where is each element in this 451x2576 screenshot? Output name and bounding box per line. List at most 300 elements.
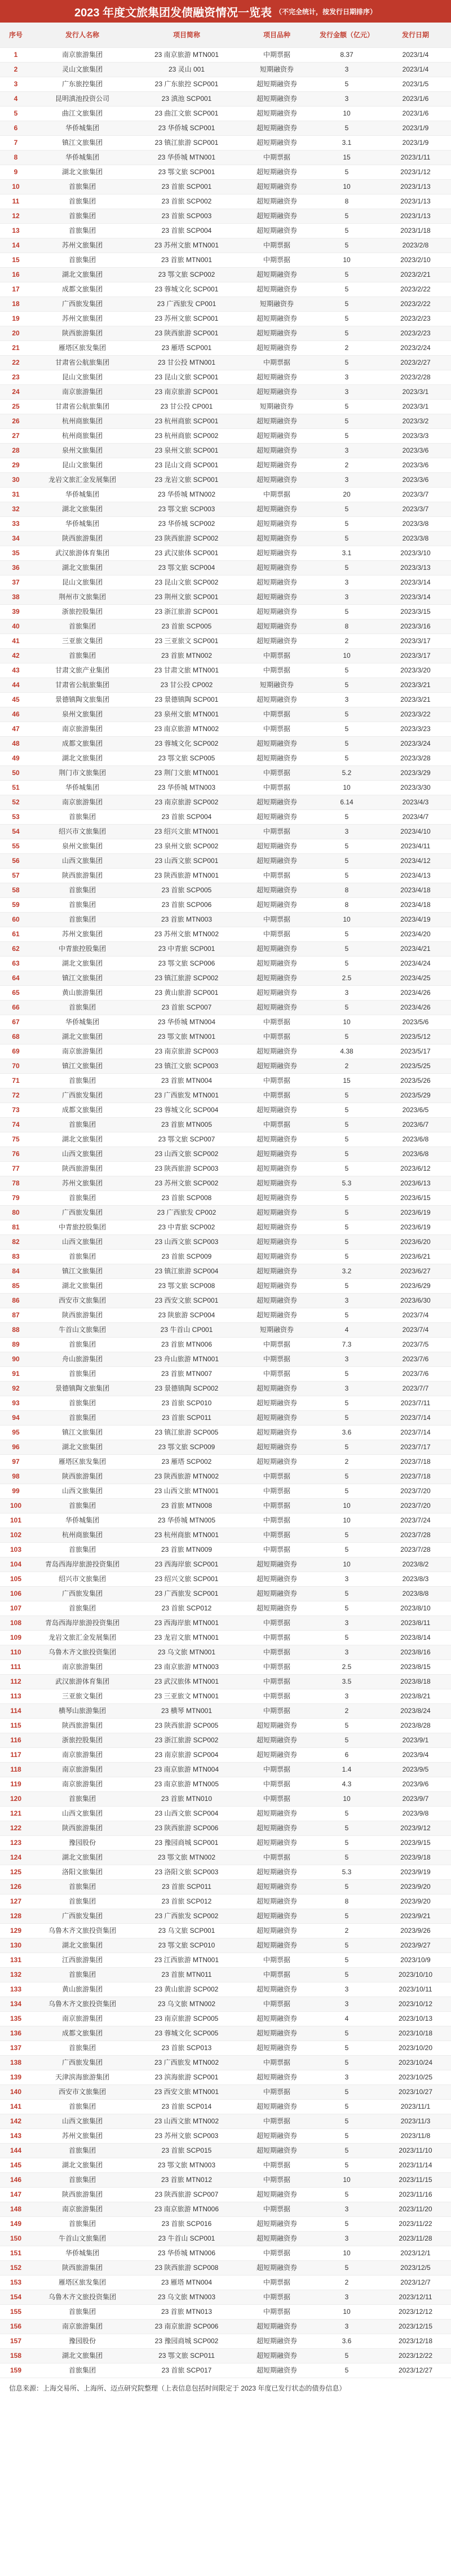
table-row bbox=[0, 1601, 451, 1616]
date-cell: 2023/12/5 bbox=[380, 2261, 451, 2276]
amount-cell: 3 bbox=[313, 63, 380, 77]
amount-cell: 5 bbox=[313, 1880, 380, 1895]
date-cell: 2023/11/22 bbox=[380, 2217, 451, 2232]
project-cell: 23 华侨城 MTN001 bbox=[133, 151, 240, 165]
row-index: 148 bbox=[0, 2202, 32, 2217]
type-cell: 中期票据 bbox=[240, 253, 313, 268]
amount-cell: 5 bbox=[313, 2026, 380, 2041]
project-cell: 23 首旅 SCP015 bbox=[133, 2144, 240, 2158]
type-cell: 超短期融资券 bbox=[240, 1924, 313, 1938]
table-row bbox=[0, 473, 451, 488]
amount-cell: 3 bbox=[313, 576, 380, 590]
table-row bbox=[0, 634, 451, 649]
table-row bbox=[0, 400, 451, 414]
project-cell: 23 滇池 SCP001 bbox=[133, 92, 240, 107]
table-row bbox=[0, 1308, 451, 1323]
project-cell: 23 乌文旅 SCP001 bbox=[133, 1924, 240, 1938]
issuer-cell: 陕西旅游集团 bbox=[32, 1470, 133, 1484]
type-cell: 超短期融资券 bbox=[240, 1938, 313, 1953]
issuer-cell: 西安市文旅集团 bbox=[32, 1294, 133, 1308]
row-index: 144 bbox=[0, 2144, 32, 2158]
date-cell: 2023/4/21 bbox=[380, 942, 451, 957]
amount-cell: 5 bbox=[313, 2217, 380, 2232]
type-cell: 超短期融资券 bbox=[240, 341, 313, 356]
project-cell: 23 龙岩文旅 SCP001 bbox=[133, 473, 240, 488]
issuer-cell: 南京旅游集团 bbox=[32, 1748, 133, 1763]
type-cell: 中期票据 bbox=[240, 2305, 313, 2320]
issuer-cell: 首旅集团 bbox=[32, 1880, 133, 1895]
type-cell: 超短期融资券 bbox=[240, 2070, 313, 2085]
row-index: 48 bbox=[0, 737, 32, 751]
table-row bbox=[0, 107, 451, 121]
issuer-cell: 湖北文旅集团 bbox=[32, 1132, 133, 1147]
type-cell: 超短期融资券 bbox=[240, 1206, 313, 1220]
issuer-cell: 洛阳文旅集团 bbox=[32, 1865, 133, 1880]
amount-cell: 10 bbox=[313, 1513, 380, 1528]
issuer-cell: 广西旅发集团 bbox=[32, 1587, 133, 1601]
date-cell: 2023/7/6 bbox=[380, 1352, 451, 1367]
issuer-cell: 首旅集团 bbox=[32, 2305, 133, 2320]
issuer-cell: 山西文旅集团 bbox=[32, 1147, 133, 1162]
row-index: 141 bbox=[0, 2100, 32, 2114]
date-cell: 2023/10/27 bbox=[380, 2085, 451, 2100]
issuer-cell: 华侨城集团 bbox=[32, 1015, 133, 1030]
type-cell: 超短期融资券 bbox=[240, 1440, 313, 1455]
project-cell: 23 昆山文商 SCP001 bbox=[133, 458, 240, 473]
type-cell: 超短期融资券 bbox=[240, 1748, 313, 1763]
type-cell: 超短期融资券 bbox=[240, 1103, 313, 1118]
row-index: 60 bbox=[0, 913, 32, 927]
type-cell: 超短期融资券 bbox=[240, 1235, 313, 1250]
date-cell: 2023/1/4 bbox=[380, 63, 451, 77]
row-index: 68 bbox=[0, 1030, 32, 1044]
amount-cell: 5 bbox=[313, 282, 380, 297]
date-cell: 2023/7/4 bbox=[380, 1308, 451, 1323]
date-cell: 2023/8/28 bbox=[380, 1719, 451, 1733]
issuer-cell: 南京旅游集团 bbox=[32, 722, 133, 737]
amount-cell: 5 bbox=[313, 927, 380, 942]
amount-cell: 3 bbox=[313, 1572, 380, 1587]
date-cell: 2023/9/4 bbox=[380, 1748, 451, 1763]
amount-cell: 5 bbox=[313, 1968, 380, 1982]
table-row bbox=[0, 1528, 451, 1543]
table-row bbox=[0, 268, 451, 282]
date-cell: 2023/7/14 bbox=[380, 1411, 451, 1426]
table-row bbox=[0, 238, 451, 253]
table-row bbox=[0, 1015, 451, 1030]
issuer-cell: 中青旅控股集团 bbox=[32, 942, 133, 957]
project-cell: 23 鄂文旅 MTN003 bbox=[133, 2158, 240, 2173]
project-cell: 23 广西旅发 CP001 bbox=[133, 297, 240, 312]
project-cell: 23 南京旅游 MTN002 bbox=[133, 722, 240, 737]
project-cell: 23 绍兴文旅 SCP001 bbox=[133, 1572, 240, 1587]
issuer-cell: 山西文旅集团 bbox=[32, 2114, 133, 2129]
type-cell: 超短期融资券 bbox=[240, 444, 313, 458]
issuer-cell: 广西旅发集团 bbox=[32, 1206, 133, 1220]
date-cell: 2023/6/29 bbox=[380, 1279, 451, 1294]
project-cell: 23 鄂文旅 SCP003 bbox=[133, 502, 240, 517]
date-cell: 2023/5/25 bbox=[380, 1059, 451, 1074]
date-cell: 2023/8/10 bbox=[380, 1601, 451, 1616]
type-cell: 超短期融资券 bbox=[240, 282, 313, 297]
issuer-cell: 牛首山文旅集团 bbox=[32, 1323, 133, 1338]
row-index: 56 bbox=[0, 854, 32, 869]
row-index: 38 bbox=[0, 590, 32, 605]
type-cell: 中期票据 bbox=[240, 2056, 313, 2070]
table-row bbox=[0, 986, 451, 1001]
table-row bbox=[0, 649, 451, 663]
project-cell: 23 陕西旅游 SCP002 bbox=[133, 532, 240, 546]
row-index: 17 bbox=[0, 282, 32, 297]
table-row bbox=[0, 1484, 451, 1499]
header-issuer: 发行人名称 bbox=[32, 23, 133, 48]
issuer-cell: 陕西旅游集团 bbox=[32, 532, 133, 546]
amount-cell: 5 bbox=[313, 1836, 380, 1851]
type-cell: 短期融资券 bbox=[240, 297, 313, 312]
type-cell: 短期融资券 bbox=[240, 678, 313, 693]
project-cell: 23 景德镇陶 SCP001 bbox=[133, 693, 240, 707]
type-cell: 超短期融资券 bbox=[240, 605, 313, 619]
type-cell: 超短期融资券 bbox=[240, 2144, 313, 2158]
amount-cell: 5.3 bbox=[313, 1865, 380, 1880]
amount-cell: 5 bbox=[313, 2261, 380, 2276]
date-cell: 2023/2/23 bbox=[380, 326, 451, 341]
type-cell: 超短期融资券 bbox=[240, 1426, 313, 1440]
project-cell: 23 首旅 SCP010 bbox=[133, 1396, 240, 1411]
date-cell: 2023/12/18 bbox=[380, 2334, 451, 2349]
date-cell: 2023/1/4 bbox=[380, 48, 451, 63]
type-cell: 超短期融资券 bbox=[240, 1909, 313, 1924]
row-index: 2 bbox=[0, 63, 32, 77]
project-cell: 23 陕西旅游 MTN001 bbox=[133, 869, 240, 883]
row-index: 23 bbox=[0, 370, 32, 385]
table-row bbox=[0, 151, 451, 165]
amount-cell: 5 bbox=[313, 1147, 380, 1162]
row-index: 30 bbox=[0, 473, 32, 488]
table-row bbox=[0, 1044, 451, 1059]
project-cell: 23 首旅 SCP017 bbox=[133, 2363, 240, 2378]
amount-cell: 8 bbox=[313, 1895, 380, 1909]
table-row bbox=[0, 913, 451, 927]
type-cell: 超短期融资券 bbox=[240, 385, 313, 400]
table-row bbox=[0, 414, 451, 429]
type-cell: 中期票据 bbox=[240, 1528, 313, 1543]
issuer-cell: 陕西旅游集团 bbox=[32, 1162, 133, 1176]
table-row bbox=[0, 2085, 451, 2100]
date-cell: 2023/8/21 bbox=[380, 1689, 451, 1704]
date-cell: 2023/7/5 bbox=[380, 1338, 451, 1352]
date-cell: 2023/10/10 bbox=[380, 1968, 451, 1982]
project-cell: 23 首旅 SCP007 bbox=[133, 1001, 240, 1015]
issuer-cell: 陕西旅游集团 bbox=[32, 1719, 133, 1733]
project-cell: 23 陕西旅游 SCP008 bbox=[133, 2261, 240, 2276]
date-cell: 2023/2/28 bbox=[380, 370, 451, 385]
issuer-cell: 首旅集团 bbox=[32, 1191, 133, 1206]
date-cell: 2023/6/7 bbox=[380, 1118, 451, 1132]
row-index: 108 bbox=[0, 1616, 32, 1631]
row-index: 5 bbox=[0, 107, 32, 121]
date-cell: 2023/9/12 bbox=[380, 1821, 451, 1836]
table-row bbox=[0, 1382, 451, 1396]
amount-cell: 10 bbox=[313, 2173, 380, 2188]
table-row bbox=[0, 1411, 451, 1426]
table-row bbox=[0, 707, 451, 722]
row-index: 128 bbox=[0, 1909, 32, 1924]
amount-cell: 5 bbox=[313, 1250, 380, 1264]
project-cell: 23 首旅 SCP009 bbox=[133, 1250, 240, 1264]
project-cell: 23 黄山旅游 SCP002 bbox=[133, 1982, 240, 1997]
row-index: 135 bbox=[0, 2012, 32, 2026]
project-cell: 23 泉州文旅 MTN001 bbox=[133, 707, 240, 722]
issuer-cell: 首旅集团 bbox=[32, 1367, 133, 1382]
issuer-cell: 镇江文旅集团 bbox=[32, 136, 133, 151]
date-cell: 2023/2/22 bbox=[380, 282, 451, 297]
row-index: 155 bbox=[0, 2305, 32, 2320]
amount-cell: 10 bbox=[313, 913, 380, 927]
issuer-cell: 昆山文旅集团 bbox=[32, 576, 133, 590]
project-cell: 23 广东旅控 SCP001 bbox=[133, 77, 240, 92]
row-index: 132 bbox=[0, 1968, 32, 1982]
amount-cell: 3 bbox=[313, 590, 380, 605]
type-cell: 超短期融资券 bbox=[240, 1191, 313, 1206]
project-cell: 23 首旅 SCP008 bbox=[133, 1191, 240, 1206]
project-cell: 23 泉州文旅 SCP001 bbox=[133, 444, 240, 458]
date-cell: 2023/4/26 bbox=[380, 1001, 451, 1015]
type-cell: 超短期融资券 bbox=[240, 2232, 313, 2246]
issuer-cell: 首旅集团 bbox=[32, 649, 133, 663]
table-row bbox=[0, 1162, 451, 1176]
project-cell: 23 山西文旅 SCP002 bbox=[133, 1147, 240, 1162]
table-row bbox=[0, 121, 451, 136]
date-cell: 2023/8/15 bbox=[380, 1660, 451, 1675]
date-cell: 2023/11/10 bbox=[380, 2144, 451, 2158]
amount-cell: 10 bbox=[313, 1557, 380, 1572]
amount-cell: 3 bbox=[313, 986, 380, 1001]
table-row bbox=[0, 781, 451, 795]
row-index: 122 bbox=[0, 1821, 32, 1836]
date-cell: 2023/3/6 bbox=[380, 444, 451, 458]
project-cell: 23 浙江旅游 SCP002 bbox=[133, 1733, 240, 1748]
amount-cell: 5 bbox=[313, 224, 380, 238]
project-cell: 23 鄂文旅 SCP004 bbox=[133, 561, 240, 576]
date-cell: 2023/7/24 bbox=[380, 1513, 451, 1528]
table-row bbox=[0, 2305, 451, 2320]
type-cell: 中期票据 bbox=[240, 1660, 313, 1675]
date-cell: 2023/6/8 bbox=[380, 1132, 451, 1147]
row-index: 156 bbox=[0, 2320, 32, 2334]
table-row bbox=[0, 1440, 451, 1455]
type-cell: 中期票据 bbox=[240, 1088, 313, 1103]
project-cell: 23 山西文旅 SCP001 bbox=[133, 854, 240, 869]
table-row bbox=[0, 1264, 451, 1279]
amount-cell: 15 bbox=[313, 151, 380, 165]
project-cell: 23 首旅 MTN010 bbox=[133, 1792, 240, 1807]
amount-cell: 2 bbox=[313, 1455, 380, 1470]
row-index: 3 bbox=[0, 77, 32, 92]
type-cell: 超短期融资券 bbox=[240, 414, 313, 429]
date-cell: 2023/12/15 bbox=[380, 2320, 451, 2334]
type-cell: 超短期融资券 bbox=[240, 1982, 313, 1997]
project-cell: 23 鄂文旅 SCP007 bbox=[133, 1132, 240, 1147]
bond-table bbox=[0, 23, 451, 2378]
project-cell: 23 景德镇陶 SCP002 bbox=[133, 1382, 240, 1396]
row-index: 158 bbox=[0, 2349, 32, 2363]
table-row bbox=[0, 2217, 451, 2232]
project-cell: 23 江西旅游 MTN001 bbox=[133, 1953, 240, 1968]
row-index: 13 bbox=[0, 224, 32, 238]
date-cell: 2023/8/2 bbox=[380, 1557, 451, 1572]
table-row bbox=[0, 297, 451, 312]
table-row bbox=[0, 605, 451, 619]
issuer-cell: 雁塔区旅发集团 bbox=[32, 2276, 133, 2290]
project-cell: 23 首旅 SCP002 bbox=[133, 194, 240, 209]
project-cell: 23 西海岸旅 SCP001 bbox=[133, 1557, 240, 1572]
row-index: 129 bbox=[0, 1924, 32, 1938]
table-row bbox=[0, 2261, 451, 2276]
project-cell: 23 杭州商旅 MTN001 bbox=[133, 1528, 240, 1543]
table-row bbox=[0, 1851, 451, 1865]
date-cell: 2023/12/11 bbox=[380, 2290, 451, 2305]
issuer-cell: 首旅集团 bbox=[32, 1411, 133, 1426]
row-index: 39 bbox=[0, 605, 32, 619]
row-index: 31 bbox=[0, 488, 32, 502]
row-index: 20 bbox=[0, 326, 32, 341]
type-cell: 中期票据 bbox=[240, 1777, 313, 1792]
row-index: 66 bbox=[0, 1001, 32, 1015]
row-index: 77 bbox=[0, 1162, 32, 1176]
row-index: 29 bbox=[0, 458, 32, 473]
date-cell: 2023/1/6 bbox=[380, 107, 451, 121]
row-index: 137 bbox=[0, 2041, 32, 2056]
row-index: 10 bbox=[0, 180, 32, 194]
project-cell: 23 广西旅发 MTN002 bbox=[133, 2056, 240, 2070]
date-cell: 2023/6/19 bbox=[380, 1220, 451, 1235]
type-cell: 超短期融资券 bbox=[240, 92, 313, 107]
issuer-cell: 杭州商旅集团 bbox=[32, 414, 133, 429]
table-row bbox=[0, 1220, 451, 1235]
issuer-cell: 陕西旅游集团 bbox=[32, 326, 133, 341]
amount-cell: 5.3 bbox=[313, 1176, 380, 1191]
table-row bbox=[0, 1865, 451, 1880]
issuer-cell: 湖北文旅集团 bbox=[32, 502, 133, 517]
date-cell: 2023/9/15 bbox=[380, 1836, 451, 1851]
type-cell: 超短期融资券 bbox=[240, 1294, 313, 1308]
row-index: 99 bbox=[0, 1484, 32, 1499]
table-row bbox=[0, 1250, 451, 1264]
type-cell: 中期票据 bbox=[240, 1352, 313, 1367]
amount-cell: 2 bbox=[313, 341, 380, 356]
issuer-cell: 泉州文旅集团 bbox=[32, 707, 133, 722]
issuer-cell: 首旅集团 bbox=[32, 913, 133, 927]
issuer-cell: 首旅集团 bbox=[32, 180, 133, 194]
row-index: 140 bbox=[0, 2085, 32, 2100]
project-cell: 23 蓉城文化 SCP004 bbox=[133, 1103, 240, 1118]
project-cell: 23 昆山文旅 SCP002 bbox=[133, 576, 240, 590]
row-index: 6 bbox=[0, 121, 32, 136]
table-row bbox=[0, 1807, 451, 1821]
date-cell: 2023/5/12 bbox=[380, 1030, 451, 1044]
project-cell: 23 杭州商旅 SCP001 bbox=[133, 414, 240, 429]
table-row bbox=[0, 1909, 451, 1924]
date-cell: 2023/3/21 bbox=[380, 678, 451, 693]
table-row bbox=[0, 1352, 451, 1367]
date-cell: 2023/8/14 bbox=[380, 1631, 451, 1645]
type-cell: 超短期融资券 bbox=[240, 1719, 313, 1733]
project-cell: 23 首旅 SCP004 bbox=[133, 810, 240, 825]
type-cell: 超短期融资券 bbox=[240, 1880, 313, 1895]
table-row bbox=[0, 341, 451, 356]
project-cell: 23 鄂文旅 SCP008 bbox=[133, 1279, 240, 1294]
row-index: 120 bbox=[0, 1792, 32, 1807]
type-cell: 超短期融资券 bbox=[240, 268, 313, 282]
row-index: 98 bbox=[0, 1470, 32, 1484]
date-cell: 2023/4/7 bbox=[380, 810, 451, 825]
project-cell: 23 甘公投 CP002 bbox=[133, 678, 240, 693]
type-cell: 中期票据 bbox=[240, 1645, 313, 1660]
project-cell: 23 中青旅 SCP002 bbox=[133, 1220, 240, 1235]
header-amount: 发行金额（亿元） bbox=[313, 23, 380, 48]
row-index: 27 bbox=[0, 429, 32, 444]
type-cell: 中期票据 bbox=[240, 238, 313, 253]
issuer-cell: 湖北文旅集团 bbox=[32, 1440, 133, 1455]
date-cell: 2023/2/22 bbox=[380, 297, 451, 312]
table-row bbox=[0, 2114, 451, 2129]
row-index: 33 bbox=[0, 517, 32, 532]
amount-cell: 6.14 bbox=[313, 795, 380, 810]
type-cell: 超短期融资券 bbox=[240, 2320, 313, 2334]
row-index: 90 bbox=[0, 1352, 32, 1367]
issuer-cell: 湖北文旅集团 bbox=[32, 268, 133, 282]
amount-cell: 3.1 bbox=[313, 546, 380, 561]
amount-cell: 10 bbox=[313, 781, 380, 795]
amount-cell: 5 bbox=[313, 356, 380, 370]
issuer-cell: 景德镇陶文旅集团 bbox=[32, 693, 133, 707]
date-cell: 2023/5/17 bbox=[380, 1044, 451, 1059]
table-row bbox=[0, 1968, 451, 1982]
issuer-cell: 华侨城集团 bbox=[32, 488, 133, 502]
date-cell: 2023/7/20 bbox=[380, 1484, 451, 1499]
type-cell: 中期票据 bbox=[240, 1997, 313, 2012]
issuer-cell: 首旅集团 bbox=[32, 2100, 133, 2114]
amount-cell: 3 bbox=[313, 2070, 380, 2085]
amount-cell: 3.6 bbox=[313, 2334, 380, 2349]
amount-cell: 5 bbox=[313, 1206, 380, 1220]
issuer-cell: 昆明滇池投资公司 bbox=[32, 92, 133, 107]
row-index: 113 bbox=[0, 1689, 32, 1704]
date-cell: 2023/6/15 bbox=[380, 1191, 451, 1206]
row-index: 143 bbox=[0, 2129, 32, 2144]
table-row bbox=[0, 2290, 451, 2305]
issuer-cell: 首旅集团 bbox=[32, 1396, 133, 1411]
table-row bbox=[0, 1645, 451, 1660]
table-row bbox=[0, 942, 451, 957]
issuer-cell: 首旅集团 bbox=[32, 2363, 133, 2378]
row-index: 22 bbox=[0, 356, 32, 370]
issuer-cell: 雁塔区旅发集团 bbox=[32, 341, 133, 356]
table-row bbox=[0, 1719, 451, 1733]
date-cell: 2023/3/17 bbox=[380, 634, 451, 649]
amount-cell: 5 bbox=[313, 737, 380, 751]
issuer-cell: 广西旅发集团 bbox=[32, 1909, 133, 1924]
project-cell: 23 镇江旅游 SCP004 bbox=[133, 1264, 240, 1279]
type-cell: 超短期融资券 bbox=[240, 883, 313, 898]
issuer-cell: 山西文旅集团 bbox=[32, 854, 133, 869]
table-row bbox=[0, 883, 451, 898]
issuer-cell: 荆门市文旅集团 bbox=[32, 766, 133, 781]
amount-cell: 5 bbox=[313, 1909, 380, 1924]
row-index: 149 bbox=[0, 2217, 32, 2232]
date-cell: 2023/6/19 bbox=[380, 1206, 451, 1220]
